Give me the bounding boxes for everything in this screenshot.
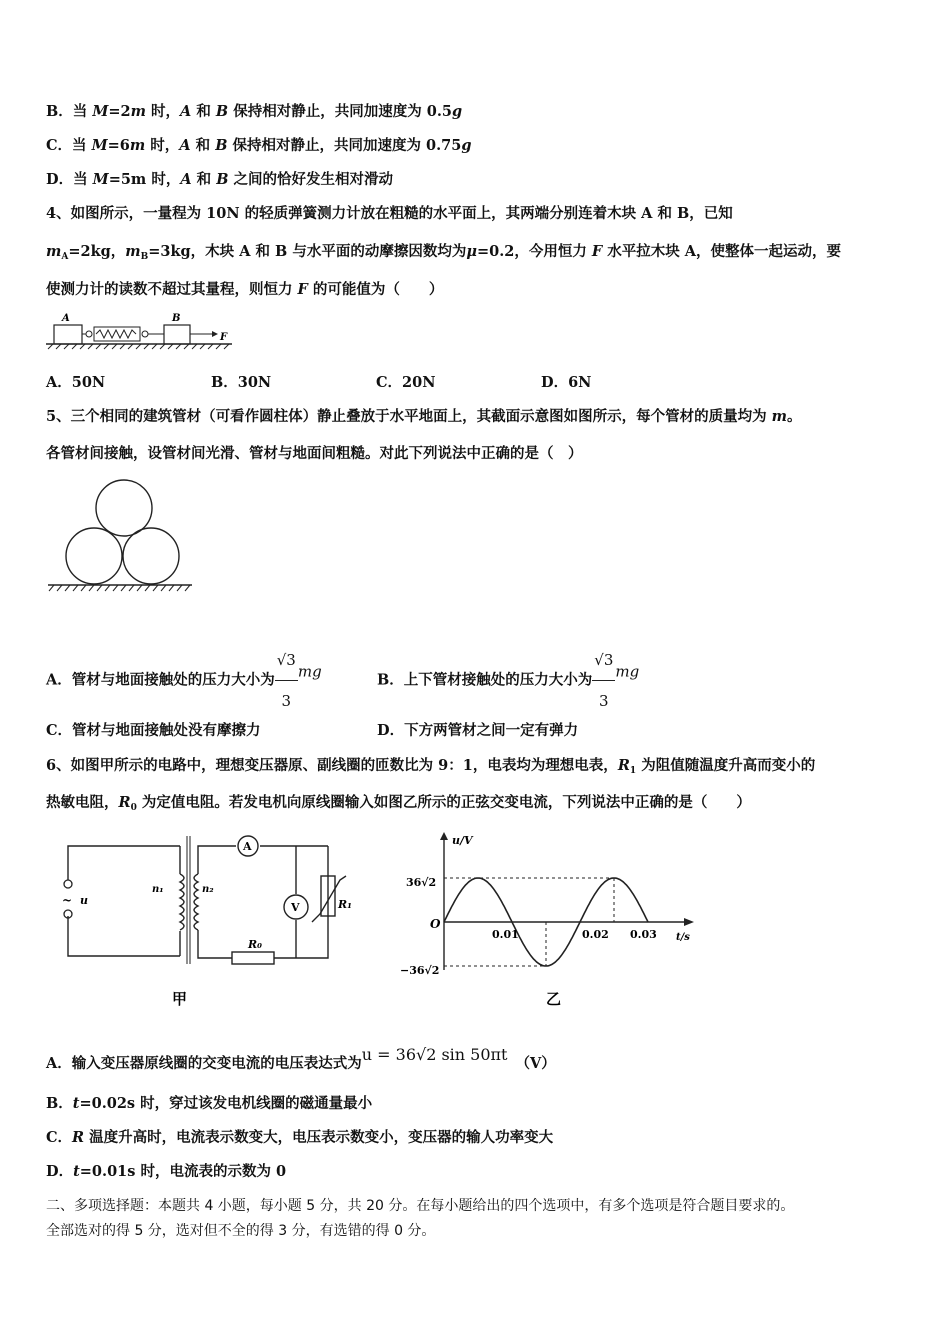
graph-caption: 乙 bbox=[546, 990, 562, 1008]
q6-circuit-figure bbox=[60, 836, 350, 1016]
q5-stem-line1: 5、三个相同的建筑管材（可看作圆柱体）静止叠放于水平地面上，其截面示意图如图所示，每个管材的质量均为 m。 bbox=[46, 408, 802, 425]
secondary-coil bbox=[194, 874, 198, 930]
force-label: F bbox=[220, 332, 228, 343]
origin-label: O bbox=[430, 917, 441, 931]
spring-scale-body bbox=[94, 327, 140, 341]
block-b bbox=[164, 325, 190, 344]
pipe-bottom-left bbox=[66, 528, 122, 584]
source-voltage-label: u bbox=[80, 894, 88, 907]
q3-option-d: D．当 M=5m 时，A 和 B 之间的恰好发生相对滑动 bbox=[46, 171, 394, 188]
y-axis-label: u/V bbox=[452, 834, 473, 847]
q5-option-a: A．管材与地面接触处的压力大小为 $\frac{√3}{3}$ mg bbox=[46, 640, 322, 721]
q4-stem-line1: 4、如图所示，一量程为 10N 的轻质弹簧测力计放在粗糙的水平面上，其两端分别连着木块 A 和 B，已知 bbox=[46, 205, 733, 222]
x-axis-arrow-icon bbox=[684, 918, 694, 926]
resistor-r0 bbox=[232, 952, 274, 964]
n2-label: n₂ bbox=[202, 884, 214, 895]
ac-source-icon: ~ bbox=[62, 893, 73, 907]
section2-instructions-line2: 全部选对的得 5 分，选对但不全的得 3 分，有选错的得 0 分。 bbox=[46, 1223, 436, 1239]
r0-label: R₀ bbox=[248, 938, 262, 951]
voltmeter-label: V bbox=[291, 901, 300, 914]
sqrt3-over-3-fraction: $\frac{√3}{3}$ bbox=[592, 640, 615, 721]
q4-spring-scale-figure bbox=[46, 308, 236, 350]
q5-stacked-pipes-figure bbox=[46, 478, 196, 596]
q6-option-d: D．t=0.01s 时，电流表的示数为 0 bbox=[46, 1163, 287, 1180]
pipe-top bbox=[96, 480, 152, 536]
ammeter-label: A bbox=[243, 840, 252, 853]
primary-coil bbox=[180, 874, 184, 930]
block-b-label: B bbox=[172, 313, 181, 324]
q5-stem-line2: 各管材间接触，设管材间光滑、管材与地面间粗糙。对此下列说法中正确的是（ ） bbox=[46, 445, 583, 462]
q3-option-c: C．当 M=6m 时，A 和 B 保持相对静止，共同加速度为 0.75g bbox=[46, 137, 472, 154]
q4-option-a: A．50N bbox=[46, 374, 106, 391]
block-a bbox=[54, 325, 82, 344]
q6-voltage-graph bbox=[400, 830, 700, 1010]
r1-label: R₁ bbox=[338, 898, 352, 911]
tick-label: 0.03 bbox=[630, 928, 657, 941]
y-max-label: 36√2 bbox=[406, 876, 437, 889]
tick-label: 0.02 bbox=[582, 928, 609, 941]
q4-option-b: B．30N bbox=[211, 374, 272, 391]
q6-option-c: C．R 温度升高时，电流表示数变大，电压表示数变小，变压器的输人功率变大 bbox=[46, 1129, 554, 1146]
force-arrow-icon bbox=[212, 331, 218, 337]
block-a-label: A bbox=[62, 313, 70, 324]
q6-option-a: A．输入变压器原线圈的交变电流的电压表达式为u = 36√2 sin 50πt （V） bbox=[46, 1045, 556, 1072]
q4-stem-line3: 使测力计的读数不超过其量程，则恒力 F 的可能值为（ ） bbox=[46, 281, 444, 298]
q4-stem-line2: $m_A=2kg$，$m_B=3kg$，木块 A 和 B 与水平面的动摩擦因数均为μ=0.2，今用恒力 F 水平拉木块 A，使整体一起运动，要 bbox=[46, 243, 842, 262]
x-axis-label: t/s bbox=[676, 932, 690, 943]
tick-label: 0.01 bbox=[492, 928, 519, 941]
q4-option-c: C．20N bbox=[376, 374, 436, 391]
q6-stem-line2: 热敏电阻，$R_0$ 为定值电阻。若发电机向原线圈输入如图乙所示的正弦交变电流，下列说法中正确的是（ ） bbox=[46, 794, 751, 813]
q3-option-b: B．当 M=2m 时，A 和 B 保持相对静止，共同加速度为 0.5g bbox=[46, 103, 463, 120]
q5-option-d: D．下方两管材之间一定有弹力 bbox=[377, 722, 579, 739]
sqrt3-over-3-fraction: $\frac{√3}{3}$ bbox=[275, 640, 298, 721]
q5-option-c: C．管材与地面接触处没有摩擦力 bbox=[46, 722, 261, 739]
voltage-formula: u = 36√2 sin 50πt bbox=[361, 1045, 508, 1064]
pipe-bottom-right bbox=[123, 528, 179, 584]
spring-icon bbox=[96, 330, 136, 338]
section2-instructions-line1: 二、多项选择题：本题共 4 小题，每小题 5 分，共 20 分。在每小题给出的四个选项中，有多个选项是符合题目要求的。 bbox=[46, 1198, 795, 1214]
y-min-label: −36√2 bbox=[400, 964, 440, 977]
n1-label: n₁ bbox=[152, 884, 164, 895]
q4-option-d: D．6N bbox=[541, 374, 592, 391]
q6-stem-line1: 6、如图甲所示的电路中，理想变压器原、副线圈的匝数比为 9：1，电表均为理想电表，$R_1$ 为阻值随温度升高而变小的 bbox=[46, 757, 816, 776]
q5-option-b: B．上下管材接触处的压力大小为 $\frac{√3}{3}$ mg bbox=[377, 640, 639, 721]
q6-option-b: B．t=0.02s 时，穿过该发电机线圈的磁通量最小 bbox=[46, 1095, 373, 1112]
y-axis-arrow-icon bbox=[440, 832, 448, 840]
circuit-caption: 甲 bbox=[172, 990, 188, 1008]
